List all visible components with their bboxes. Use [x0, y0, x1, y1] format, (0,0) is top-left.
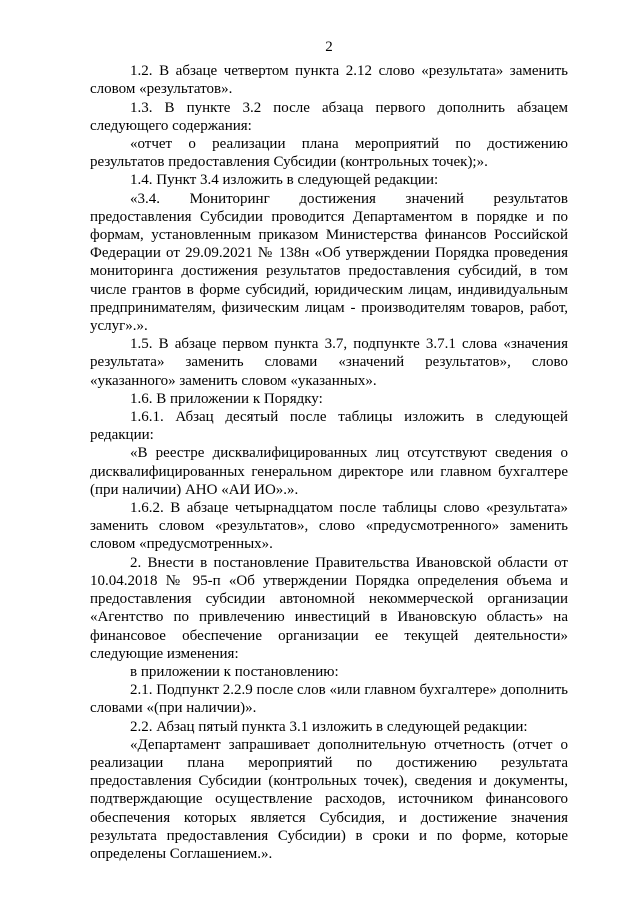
paragraph-annex: в приложении к постановлению:	[130, 663, 339, 680]
document-page	[90, 38, 568, 863]
paragraph-2-1: 2.1. Подпункт 2.2.9 после слов «или главном бухгалтере» дополнить словами «(при наличии)».	[90, 682, 568, 717]
paragraph-1-6: 1.6. В приложении к Порядку:	[130, 390, 323, 407]
paragraph-2-2: 2.2. Абзац пятый пункта 3.1 изложить в следующей редакции:	[130, 718, 528, 735]
paragraph-1-6-2: 1.6.2. В абзаце четырнадцатом после таблицы слово «результата» заменить словом «результатов», слово «предусмотренного» заменить словом «предусмотренных».	[90, 500, 568, 553]
paragraph-1-6-1-quote: «В реестре дисквалифицированных лиц отсутствуют сведения о дисквалифицированных генеральном директоре или главном бухгалтере (при наличии) АНО «АИ ИО».».	[90, 445, 568, 498]
paragraph-1-2: 1.2. В абзаце четвертом пункта 2.12 слово «результата» заменить словом «результатов».	[90, 63, 568, 98]
paragraph-1-3: 1.3. В пункте 3.2 после абзаца первого дополнить абзацем следующего содержания:	[90, 99, 568, 134]
paragraph-2: 2. Внести в постановление Правительства Ивановской области от 10.04.2018 № 95-п «Об утверждении Порядка определения объема и предоставления субсидии автономной некоммерческой организации «Агентство по привлечению инвестиций в Ивановскую область» на финансовое обеспечение организации ее текущей деятельности» следующие изменения:	[90, 554, 568, 662]
paragraph-1-6-1: 1.6.1. Абзац десятый после таблицы изложить в следующей редакции:	[90, 409, 568, 444]
paragraph-1-4: 1.4. Пункт 3.4 изложить в следующей редакции:	[130, 172, 439, 189]
paragraph-1-3-quote: «отчет о реализации плана мероприятий по достижению результатов предоставления Субсидии (контрольных точек);».	[90, 136, 568, 171]
paragraph-2-2-quote: «Департамент запрашивает дополнительную отчетность (отчет о реализации плана мероприятий по достижению результата предоставления Субсидии (контрольных точек), сведения и документы, подтверждающие осуществление расходов, источником финансового обеспечения которых является Субсидия, и достижение значения результата предоставления Субсидии) в сроки и по форме, которые определены Соглашением.».	[90, 736, 568, 862]
page-number: 2	[325, 39, 333, 55]
paragraph-1-5: 1.5. В абзаце первом пункта 3.7, подпункте 3.7.1 слова «значения результата» заменить словами «значений результатов», слово «указанного» заменить словом «указанных».	[90, 336, 568, 389]
paragraph-3-4-quote: «3.4. Мониторинг достижения значений результатов предоставления Субсидии проводится Департаментом в порядке и по формам, установленным приказом Министерства финансов Российской Федерации от 29.09.2021 № 138н «Об утверждении Порядка проведения мониторинга достижения результатов предоставления субсидий, в том числе грантов в форме субсидий, юридическим лицам, индивидуальным предпринимателям, физическим лицам - производителям товаров, работ, услуг».».	[90, 190, 568, 335]
